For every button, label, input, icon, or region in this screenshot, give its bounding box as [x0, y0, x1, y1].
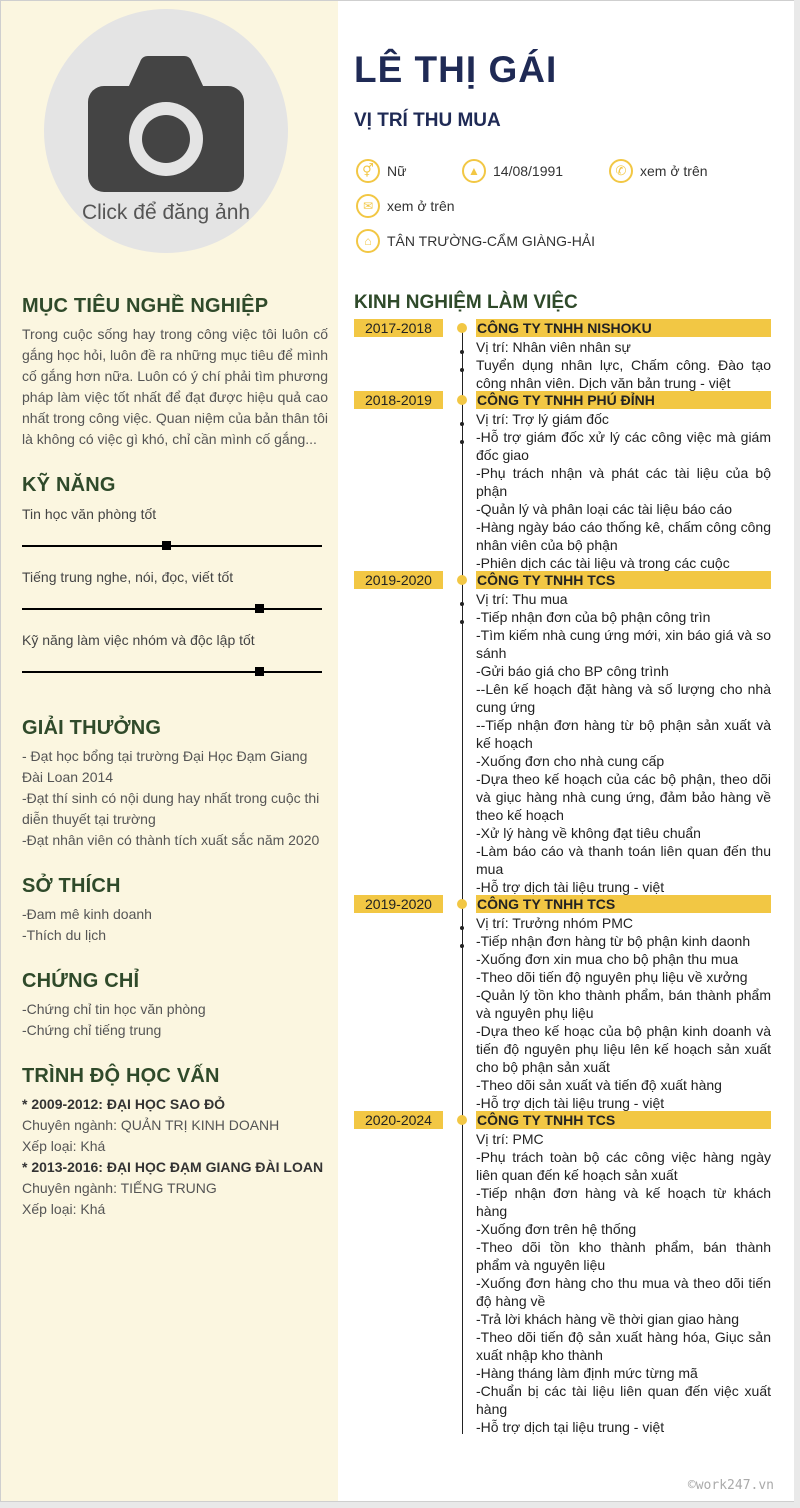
left-column — [1, 1, 338, 1501]
job-details — [476, 338, 771, 392]
job-line: Tuyển dụng nhân lực, Chấm công. Đào tạo công nhân viên. Dịch văn bản trung - việt — [476, 357, 771, 391]
photo-upload-label: Click để đăng ảnh — [81, 201, 251, 224]
timeline-bullet — [460, 440, 464, 444]
certificate-item: -Chứng chỉ tin học văn phòng — [22, 1001, 206, 1017]
job-line: -Hỗ trợ dịch tại liệu trung - việt — [476, 1419, 665, 1435]
timeline-bullet — [460, 620, 464, 624]
timeline-bullet — [460, 944, 464, 948]
birthday-info — [462, 159, 563, 183]
education-list — [22, 1094, 328, 1220]
address-value: TÂN TRƯỜNG-CẨM GIÀNG-HẢI — [387, 233, 596, 249]
address-info — [356, 229, 595, 253]
birthday-value: 14/08/1991 — [493, 163, 564, 179]
awards-list — [22, 746, 328, 851]
job-line: -Tiếp nhận đơn của bộ phận công trìn — [476, 609, 711, 625]
job-line: --Tiếp nhận đơn hàng từ bộ phận sản xuất và kế hoạch — [476, 717, 771, 751]
job-line: -Chuẩn bị các tài liệu liên quan đến việc xuất hàng — [476, 1383, 771, 1417]
job-line: -Xuống đơn trên hệ thống — [476, 1221, 637, 1237]
certificates-section — [22, 970, 328, 1041]
timeline-dot — [457, 1115, 467, 1125]
job-line: -Hàng ngày báo cáo thống kê, chấm công công nhân viên của bộ phận — [476, 519, 771, 553]
birthday-icon: ▲ — [462, 159, 486, 183]
phone-value: xem ở trên — [640, 163, 708, 179]
hobbies-title: SỞ THÍCH — [22, 875, 121, 897]
job-years: 2019-2020 — [354, 571, 443, 589]
skill-knob — [255, 667, 264, 676]
job-years: 2018-2019 — [354, 391, 443, 409]
certificates-list — [22, 999, 328, 1041]
right-column — [338, 1, 794, 1501]
education-rank: Xếp loại: Khá — [22, 1138, 106, 1154]
job-line: -Phụ trách toàn bộ các công việc hàng ngày liên quan đến kế hoạch sản xuất — [476, 1149, 771, 1183]
job-company: CÔNG TY TNHH PHÚ ĐỈNH — [476, 391, 771, 409]
job-details — [476, 914, 771, 1112]
timeline-bullet — [460, 350, 464, 354]
skill-label: Tin học văn phòng tốt — [22, 506, 157, 522]
skill-bar — [22, 545, 322, 547]
job-line: -Theo dõi tồn kho thành phẩm, bán thành phẩm và nguyên liệu — [476, 1239, 771, 1273]
job-line: -Xuống đơn xin mua cho bộ phận thu mua — [476, 951, 739, 967]
certificates-title: CHỨNG CHỈ — [22, 970, 140, 992]
objective-section — [22, 295, 328, 450]
education-title: TRÌNH ĐỘ HỌC VẤN — [22, 1065, 220, 1087]
hobby-item: -Thích du lịch — [22, 927, 107, 943]
timeline-bullet — [460, 422, 464, 426]
skill-label: Kỹ năng làm việc nhóm và độc lập tốt — [22, 632, 255, 648]
email-info — [356, 194, 455, 218]
timeline-bullet — [460, 368, 464, 372]
job-line: -Gửi báo giá cho BP công trình — [476, 663, 669, 679]
job-line: -Tiếp nhận đơn hàng và kế hoạch từ khách hàng — [476, 1185, 771, 1219]
email-icon: ✉ — [356, 194, 380, 218]
job-years: 2020-2024 — [354, 1111, 443, 1129]
job-line: -Dựa theo kế hoạc của bộ phận kinh doanh và tiến độ nguyên phụ liệu lên kế hoạch sản xuất cho bộ phận sản xuất — [476, 1023, 771, 1075]
gender-value: Nữ — [387, 163, 407, 179]
job-line: -Theo dõi tiến độ sản xuất hàng hóa, Giục sản xuất nhập kho thành — [476, 1329, 771, 1363]
candidate-name: LÊ THỊ GÁI — [354, 49, 558, 90]
job-details — [476, 1130, 771, 1436]
job-years: 2017-2018 — [354, 319, 443, 337]
skill-knob — [255, 604, 264, 613]
job-line: -Phụ trách nhận và phát các tài liệu của bộ phận — [476, 465, 771, 499]
hobby-item: -Đam mê kinh doanh — [22, 906, 152, 922]
skill-bar — [22, 608, 322, 610]
timeline-bullet — [460, 926, 464, 930]
candidate-role: VỊ TRÍ THU MUA — [354, 110, 501, 131]
education-major: Chuyên ngành: QUẢN TRỊ KINH DOANH — [22, 1117, 280, 1133]
job-company: CÔNG TY TNHH TCS — [476, 571, 771, 589]
objective-title: MỤC TIÊU NGHỀ NGHIỆP — [22, 295, 269, 317]
job-line: -Phiên dịch các tài liệu và trong các cuộc — [476, 555, 730, 571]
job-line: -Xử lý hàng về không đạt tiêu chuẩn — [476, 825, 701, 841]
award-item: -Đạt nhân viên có thành tích xuất sắc năm 2020 — [22, 832, 320, 848]
job-line: Vị trí: Trưởng nhóm PMC — [476, 915, 634, 931]
job-line: -Hỗ trợ dịch tài liệu trung - việt — [476, 1095, 665, 1111]
job-years: 2019-2020 — [354, 895, 443, 913]
hobbies-list — [22, 904, 328, 946]
hobbies-section — [22, 875, 328, 946]
job-line: -Tìm kiếm nhà cung ứng mới, xin báo giá và so sánh — [476, 627, 771, 661]
job-line: -Làm báo cáo và thanh toán liên quan đến thu mua — [476, 843, 771, 877]
job-company: CÔNG TY TNHH NISHOKU — [476, 319, 771, 337]
watermark: ©work247.vn — [687, 1478, 774, 1493]
objective-text: Trong cuộc sống hay trong công việc tôi luôn cố gắng học hỏi, luôn đề ra những mục tiêu để mình cố gắng hơn nữa. Luôn có ý chí phải tìm phương pháp làm việc tốt nhất để đạt được hiệu quả cao nhất trong công việc. Quan niệm của bản thân tôi là không có việc gì khó, chỉ cần mình cố gắng... — [22, 326, 328, 447]
gender-icon: ⚥ — [356, 159, 380, 183]
phone-info — [609, 159, 708, 183]
job-line: -Dựa theo kế hoạch của các bộ phận, theo dõi và giục hàng nhà cung ứng, đảm bảo hàng về theo kế hoạch — [476, 771, 771, 823]
skills-title: KỸ NĂNG — [22, 474, 116, 496]
job-details — [476, 410, 771, 572]
phone-icon: ✆ — [609, 159, 633, 183]
job-line: -Xuống đơn cho nhà cung cấp — [476, 753, 665, 769]
job-company: CÔNG TY TNHH TCS — [476, 895, 771, 913]
job-line: -Hàng tháng làm định mức từng mã — [476, 1365, 698, 1381]
job-line: -Hỗ trợ giám đốc xử lý các công việc mà giám đốc giao — [476, 429, 771, 463]
education-section — [22, 1065, 328, 1220]
experience-title: KINH NGHIỆM LÀM VIỆC — [354, 292, 578, 313]
skill-label: Tiếng trung nghe, nói, đọc, viết tốt — [22, 569, 234, 585]
email-value: xem ở trên — [387, 198, 455, 214]
education-head: * 2013-2016: ĐẠI HỌC ĐẠM GIANG ĐÀI LOAN — [22, 1159, 324, 1175]
skill-bar — [22, 671, 322, 673]
timeline-bullet — [460, 602, 464, 606]
timeline-dot — [457, 575, 467, 585]
skills-title-wrap — [22, 474, 328, 497]
education-rank: Xếp loại: Khá — [22, 1201, 106, 1217]
job-line: -Theo dõi tiến độ nguyên phụ liệu về xưởng — [476, 969, 748, 985]
certificate-item: -Chứng chỉ tiếng trung — [22, 1022, 162, 1038]
job-details — [476, 590, 771, 896]
job-line: -Quản lý và phân loại các tài liệu báo cáo — [476, 501, 733, 517]
photo-upload[interactable] — [44, 9, 288, 253]
gender-info — [356, 159, 406, 183]
map-icon: ⌂ — [356, 229, 380, 253]
awards-section — [22, 717, 328, 851]
timeline-dot — [457, 323, 467, 333]
job-line: Vị trí: Trợ lý giám đốc — [476, 411, 609, 427]
job-line: -Quản lý tồn kho thành phẩm, bán thành phẩm và nguyên phụ liệu — [476, 987, 771, 1021]
job-line: --Lên kế hoạch đặt hàng và số lượng cho nhà cung ứng — [476, 681, 771, 715]
awards-title: GIẢI THƯỞNG — [22, 717, 162, 739]
skill-knob — [162, 541, 171, 550]
job-line: Vị trí: PMC — [476, 1131, 544, 1147]
job-company: CÔNG TY TNHH TCS — [476, 1111, 771, 1129]
job-line: Vị trí: Thu mua — [476, 591, 568, 607]
timeline-dot — [457, 395, 467, 405]
award-item: -Đạt thí sinh có nội dung hay nhất trong cuộc thi diễn thuyết tại trường — [22, 790, 320, 827]
job-line: Vị trí: Nhân viên nhân sự — [476, 339, 631, 355]
camera-icon — [88, 56, 244, 192]
education-head: * 2009-2012: ĐẠI HỌC SAO ĐỎ — [22, 1096, 226, 1112]
timeline-dot — [457, 899, 467, 909]
timeline-line — [462, 330, 463, 1434]
job-line: -Tiếp nhận đơn hàng từ bộ phận kinh daonh — [476, 933, 751, 949]
job-line: -Theo dõi sản xuất và tiến độ xuất hàng — [476, 1077, 722, 1093]
award-item: - Đạt học bổng tại trường Đại Học Đạm Giang Đài Loan 2014 — [22, 748, 308, 785]
education-major: Chuyên ngành: TIẾNG TRUNG — [22, 1180, 217, 1196]
job-line: -Hỗ trợ dịch tài liệu trung - việt — [476, 879, 665, 895]
job-line: -Xuống đơn hàng cho thu mua và theo dõi tiến độ hàng về — [476, 1275, 771, 1309]
job-line: -Trả lời khách hàng về thời gian giao hàng — [476, 1311, 739, 1327]
